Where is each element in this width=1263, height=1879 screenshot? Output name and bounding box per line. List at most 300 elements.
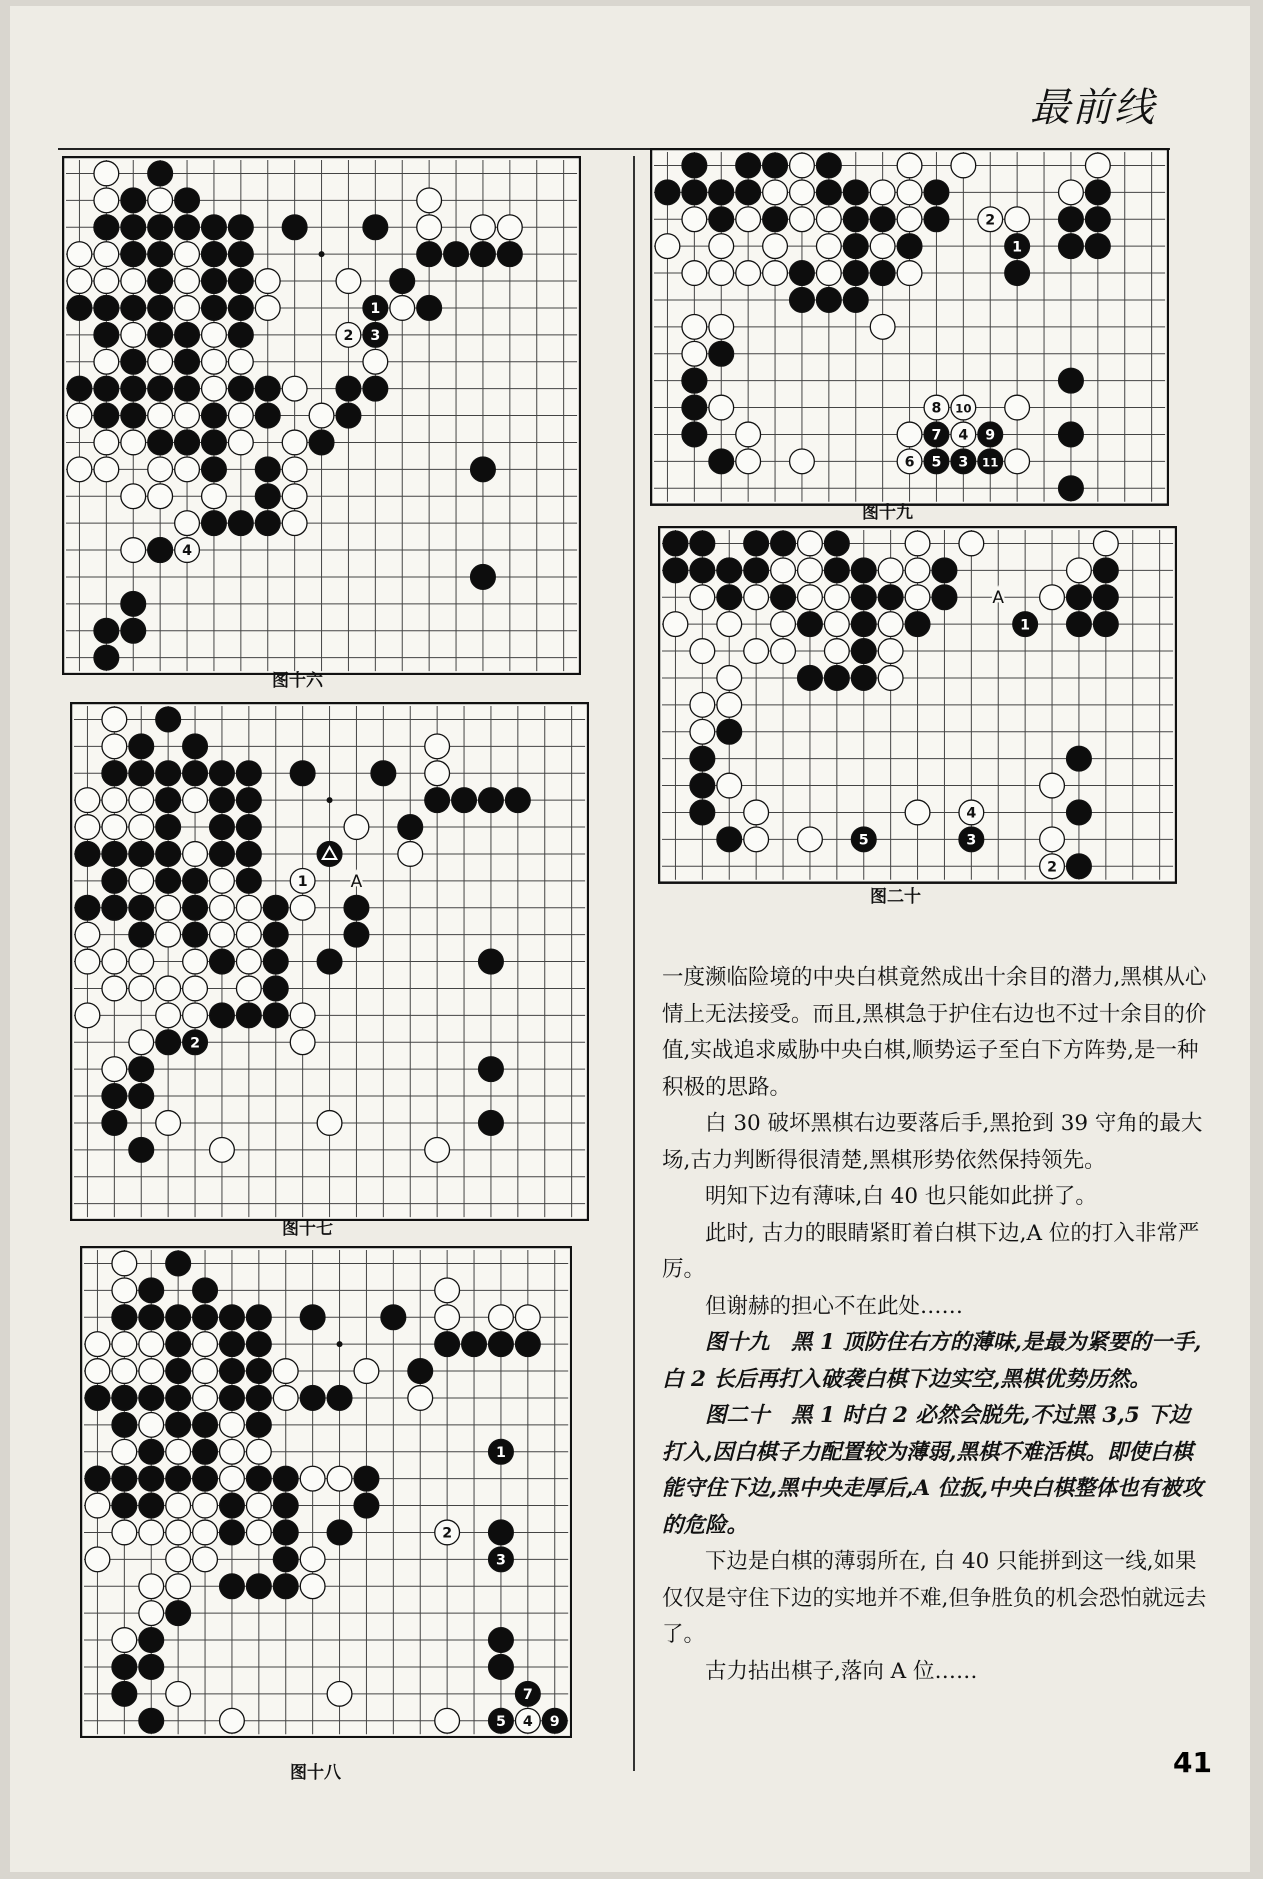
white-stone [417, 188, 442, 213]
white-stone [897, 207, 922, 232]
white-stone [75, 922, 100, 947]
caption-17: 图十七 [282, 1219, 333, 1239]
black-stone [462, 1332, 487, 1357]
white-stone [148, 403, 173, 428]
white-stone [878, 666, 903, 691]
numbered-stone [489, 1708, 514, 1733]
move-number: 2 [190, 1035, 201, 1052]
white-stone [102, 734, 127, 759]
black-stone [273, 1520, 298, 1545]
black-stone [435, 1332, 460, 1357]
caption-20: 图二十 [870, 887, 921, 907]
white-stone [425, 1137, 450, 1162]
black-stone [148, 430, 173, 455]
black-stone [220, 1332, 245, 1357]
black-stone [255, 457, 280, 482]
white-stone [193, 1493, 218, 1518]
white-stone [824, 585, 849, 610]
black-stone [1067, 612, 1092, 637]
white-stone [156, 1003, 181, 1028]
white-stone [166, 1520, 191, 1545]
white-stone [156, 895, 181, 920]
black-stone [736, 153, 761, 178]
black-stone [94, 376, 119, 401]
black-stone [771, 531, 796, 556]
black-stone [220, 1386, 245, 1411]
white-stone [425, 734, 450, 759]
numbered-stone [924, 395, 949, 420]
white-stone [771, 558, 796, 583]
black-stone [129, 1137, 154, 1162]
white-stone [193, 1332, 218, 1357]
black-stone [139, 1278, 164, 1303]
black-stone [139, 1493, 164, 1518]
white-stone [300, 1466, 325, 1491]
black-stone [139, 1305, 164, 1330]
move-number: 4 [958, 427, 969, 444]
white-stone [183, 842, 208, 867]
white-stone [210, 922, 235, 947]
black-stone [255, 511, 280, 536]
move-number: 9 [985, 427, 996, 444]
black-stone [344, 922, 369, 947]
black-stone [210, 842, 235, 867]
black-stone [682, 180, 707, 205]
move-number: 7 [522, 1687, 533, 1704]
black-stone [663, 558, 688, 583]
black-stone [709, 180, 734, 205]
black-stone [202, 511, 227, 536]
white-stone [344, 815, 369, 840]
black-stone [112, 1493, 137, 1518]
white-stone [905, 800, 930, 825]
black-stone [129, 895, 154, 920]
black-stone [85, 1466, 110, 1491]
white-stone [1085, 153, 1110, 178]
black-stone [148, 242, 173, 267]
white-stone [139, 1412, 164, 1437]
black-stone [228, 215, 253, 240]
black-stone [102, 868, 127, 893]
black-stone [236, 842, 261, 867]
white-stone [417, 215, 442, 240]
page-header: 最前线 [1030, 85, 1156, 131]
black-stone [246, 1305, 271, 1330]
black-stone [210, 815, 235, 840]
white-stone [798, 531, 823, 556]
numbered-stone [978, 449, 1003, 474]
white-stone [1093, 531, 1118, 556]
white-stone [736, 422, 761, 447]
black-stone [309, 430, 334, 455]
black-stone [354, 1493, 379, 1518]
white-stone [878, 612, 903, 637]
white-stone [246, 1520, 271, 1545]
black-stone [763, 207, 788, 232]
move-number: 2 [985, 212, 996, 229]
white-stone [166, 1547, 191, 1572]
white-stone [175, 457, 200, 482]
commentary-text [662, 960, 1207, 1690]
white-stone [175, 511, 200, 536]
white-stone [717, 773, 742, 798]
white-stone [709, 395, 734, 420]
black-stone [175, 376, 200, 401]
black-stone [851, 612, 876, 637]
black-stone [94, 296, 119, 321]
white-stone [763, 180, 788, 205]
white-stone [156, 1111, 181, 1136]
black-stone [139, 1708, 164, 1733]
black-stone [112, 1386, 137, 1411]
paragraph: 古力拈出棋子,落向 A 位…… [705, 1658, 978, 1684]
white-stone [435, 1305, 460, 1330]
caption-18: 图十八 [290, 1763, 341, 1783]
numbered-stone [924, 422, 949, 447]
black-stone [471, 565, 496, 590]
white-stone [690, 719, 715, 744]
black-stone [112, 1655, 137, 1680]
go-diagram-18 [80, 1246, 572, 1738]
black-stone [515, 1332, 540, 1357]
white-stone [193, 1386, 218, 1411]
black-stone [210, 949, 235, 974]
numbered-stone [489, 1439, 514, 1464]
black-stone [228, 296, 253, 321]
black-stone [816, 180, 841, 205]
black-stone [371, 761, 396, 786]
black-stone [798, 612, 823, 637]
black-stone [129, 761, 154, 786]
white-stone [246, 1493, 271, 1518]
black-stone [479, 788, 504, 813]
black-stone [1093, 585, 1118, 610]
black-stone [851, 585, 876, 610]
white-stone [202, 484, 227, 509]
white-stone [228, 403, 253, 428]
numbered-stone [959, 800, 984, 825]
point-label: A [350, 871, 363, 892]
white-stone [363, 349, 388, 374]
white-stone [202, 322, 227, 347]
black-stone [166, 1601, 191, 1626]
black-stone [94, 322, 119, 347]
black-stone [452, 788, 477, 813]
black-stone [1067, 800, 1092, 825]
move-number: 9 [549, 1713, 560, 1730]
black-stone [129, 734, 154, 759]
black-stone [1067, 854, 1092, 879]
white-stone [763, 234, 788, 259]
black-stone [210, 1003, 235, 1028]
black-stone [202, 430, 227, 455]
white-stone [129, 868, 154, 893]
numbered-stone [924, 449, 949, 474]
white-stone [85, 1332, 110, 1357]
black-stone [236, 868, 261, 893]
numbered-stone [951, 449, 976, 474]
white-stone [771, 612, 796, 637]
white-stone [67, 403, 92, 428]
white-stone [255, 269, 280, 294]
black-stone [717, 719, 742, 744]
white-stone [129, 788, 154, 813]
black-stone [112, 1466, 137, 1491]
black-stone [763, 153, 788, 178]
white-stone [354, 1359, 379, 1384]
black-stone [121, 215, 146, 240]
numbered-stone [317, 842, 342, 867]
black-stone [175, 322, 200, 347]
move-number: 3 [958, 454, 969, 471]
black-stone [479, 949, 504, 974]
white-stone [878, 558, 903, 583]
white-stone [166, 1439, 191, 1464]
white-stone [139, 1520, 164, 1545]
black-stone [156, 815, 181, 840]
black-stone [67, 376, 92, 401]
white-stone [183, 949, 208, 974]
black-stone [236, 1003, 261, 1028]
numbered-stone [515, 1708, 540, 1733]
black-stone [175, 215, 200, 240]
white-stone [175, 269, 200, 294]
move-number: 11 [982, 455, 999, 470]
white-stone [148, 188, 173, 213]
black-stone [390, 269, 415, 294]
white-stone [1040, 773, 1065, 798]
black-stone [1059, 422, 1084, 447]
white-stone [282, 484, 307, 509]
board-svg [80, 1246, 572, 1738]
page-number: 41 [1173, 1746, 1212, 1779]
white-stone [951, 153, 976, 178]
black-stone [690, 746, 715, 771]
white-stone [736, 207, 761, 232]
black-stone [156, 788, 181, 813]
white-stone [878, 639, 903, 664]
black-stone [417, 296, 442, 321]
white-stone [183, 1003, 208, 1028]
black-stone [202, 269, 227, 294]
black-stone [94, 403, 119, 428]
black-stone [148, 161, 173, 186]
black-stone [166, 1305, 191, 1330]
numbered-stone [435, 1520, 460, 1545]
caption-16: 图十六 [272, 671, 323, 691]
white-stone [156, 976, 181, 1001]
white-stone [744, 800, 769, 825]
move-number: 8 [931, 400, 942, 417]
black-stone [1059, 207, 1084, 232]
go-diagram-20 [658, 526, 1177, 884]
move-number: 3 [966, 832, 977, 849]
white-stone [1040, 585, 1065, 610]
paragraph: 下边是白棋的薄弱所在, 白 40 只能拼到这一线,如果仅仅是守住下边的实地并不难,但争胜负的机会恐怕就远去了。 [662, 1549, 1207, 1647]
white-stone [798, 827, 823, 852]
black-stone [263, 895, 288, 920]
black-stone [236, 788, 261, 813]
white-stone [102, 815, 127, 840]
black-stone [166, 1386, 191, 1411]
white-stone [102, 976, 127, 1001]
white-stone [148, 484, 173, 509]
white-stone [690, 585, 715, 610]
black-stone [220, 1359, 245, 1384]
white-stone [139, 1359, 164, 1384]
white-stone [425, 761, 450, 786]
black-stone [210, 788, 235, 813]
move-number: 4 [522, 1713, 533, 1730]
black-stone [263, 922, 288, 947]
black-stone [246, 1359, 271, 1384]
black-stone [717, 827, 742, 852]
black-stone [1067, 746, 1092, 771]
white-stone [816, 207, 841, 232]
white-stone [682, 314, 707, 339]
white-stone [824, 612, 849, 637]
black-stone [932, 558, 957, 583]
white-stone [85, 1547, 110, 1572]
black-stone [112, 1412, 137, 1437]
white-stone [210, 895, 235, 920]
black-stone [94, 645, 119, 670]
black-stone [263, 976, 288, 1001]
white-stone [763, 261, 788, 286]
black-stone [156, 1030, 181, 1055]
black-stone [682, 422, 707, 447]
white-stone [236, 922, 261, 947]
black-stone [425, 788, 450, 813]
numbered-stone [363, 322, 388, 347]
hoshi-point [319, 251, 325, 257]
numbered-stone [951, 395, 976, 420]
black-stone [843, 180, 868, 205]
black-stone [129, 922, 154, 947]
black-stone [690, 773, 715, 798]
white-stone [300, 1574, 325, 1599]
black-stone [505, 788, 530, 813]
black-stone [193, 1305, 218, 1330]
black-stone [682, 153, 707, 178]
white-stone [790, 180, 815, 205]
black-stone [336, 403, 361, 428]
white-stone [220, 1466, 245, 1491]
white-stone [309, 403, 334, 428]
black-stone [75, 842, 100, 867]
black-stone [771, 585, 796, 610]
white-stone [121, 484, 146, 509]
black-stone [67, 296, 92, 321]
white-stone [94, 188, 119, 213]
white-stone [102, 788, 127, 813]
move-number: 4 [966, 805, 977, 822]
numbered-stone [175, 538, 200, 563]
white-stone [905, 558, 930, 583]
numbered-stone [515, 1681, 540, 1706]
black-stone [166, 1466, 191, 1491]
black-stone [851, 666, 876, 691]
black-stone [790, 261, 815, 286]
white-stone [210, 868, 235, 893]
black-stone [129, 1084, 154, 1109]
white-stone [193, 1359, 218, 1384]
black-stone [175, 188, 200, 213]
black-stone [924, 180, 949, 205]
white-stone [690, 692, 715, 717]
paragraph: 白 30 破坏黑棋右边要落后手,黑抢到 39 守角的最大场,古力判断得很清楚,黑棋形势依然保持领先。 [662, 1111, 1203, 1173]
white-stone [870, 180, 895, 205]
black-stone [121, 188, 146, 213]
black-stone [1059, 234, 1084, 259]
black-stone [897, 234, 922, 259]
black-stone [1085, 207, 1110, 232]
white-stone [129, 815, 154, 840]
white-stone [112, 1628, 137, 1653]
black-stone [102, 1084, 127, 1109]
black-stone [202, 215, 227, 240]
column-divider [633, 156, 635, 1771]
white-stone [210, 1137, 235, 1162]
black-stone [690, 800, 715, 825]
black-stone [246, 1412, 271, 1437]
board-svg [658, 526, 1177, 884]
black-stone [851, 639, 876, 664]
white-stone [327, 1681, 352, 1706]
white-stone [905, 585, 930, 610]
white-stone [1005, 449, 1030, 474]
numbered-stone [1005, 234, 1030, 259]
black-stone [121, 403, 146, 428]
black-stone [690, 558, 715, 583]
numbered-stone [336, 322, 361, 347]
black-stone [870, 207, 895, 232]
white-stone [959, 531, 984, 556]
black-stone [471, 457, 496, 482]
black-stone [121, 376, 146, 401]
white-stone [290, 895, 315, 920]
black-stone [246, 1574, 271, 1599]
black-stone [112, 1681, 137, 1706]
white-stone [282, 376, 307, 401]
move-number: 3 [495, 1552, 506, 1569]
white-stone [166, 1493, 191, 1518]
white-stone [94, 430, 119, 455]
white-stone [236, 949, 261, 974]
white-stone [1040, 827, 1065, 852]
black-stone [193, 1466, 218, 1491]
point-label: A [992, 588, 1005, 609]
white-stone [1067, 558, 1092, 583]
move-number: 1 [297, 874, 308, 891]
black-stone [166, 1251, 191, 1276]
white-stone [282, 430, 307, 455]
black-stone [102, 842, 127, 867]
black-stone [202, 296, 227, 321]
white-stone [112, 1278, 137, 1303]
black-stone [112, 1305, 137, 1330]
black-stone [282, 215, 307, 240]
black-stone [479, 1057, 504, 1082]
white-stone [290, 1030, 315, 1055]
black-stone [236, 761, 261, 786]
black-stone [148, 376, 173, 401]
white-stone [102, 1057, 127, 1082]
white-stone [75, 949, 100, 974]
numbered-stone [978, 207, 1003, 232]
black-stone [102, 761, 127, 786]
black-stone [263, 949, 288, 974]
